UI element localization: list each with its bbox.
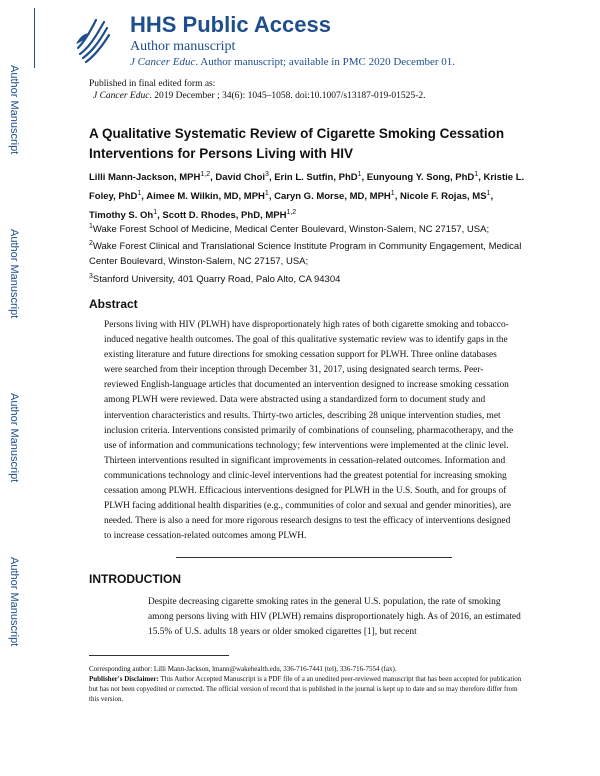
author: Scott D. Rhodes, PhD, MPH$^{1,2}$ (162, 209, 297, 222)
affiliation-2: $^2$Wake Forest Clinical and Translational Science Institute Program in Community Engagement, Medical Center Boulevard, Winston-Salem, NC 27157, USA; (89, 240, 522, 268)
header-divider (34, 8, 35, 68)
pmc-citation (130, 56, 455, 68)
hhs-public-access-title: HHS Public Access (130, 12, 331, 37)
author-manuscript-subtitle: Author manuscript (130, 39, 236, 54)
author: Caryn G. Morse, MD, MPH$^1$ (274, 190, 395, 203)
published-journal: J Cancer Educ (93, 91, 150, 101)
affiliation-3: $^3$Stanford University, 401 Quarry Road, Palo Alto, CA 94304 (89, 273, 341, 286)
author: Timothy S. Oh$^1$ (89, 209, 158, 222)
side-label-author-manuscript-1: Author Manuscript (8, 65, 20, 155)
footnote-divider (89, 655, 229, 656)
abstract-text: Persons living with HIV (PLWH) have disproportionately high rates of both cigarette smoking and tobacco-induced negative health outcomes. The goal of this qualitative systematic review was to identify gaps in the existing literature and future directions for smoking cessation support for PLWH. Three online databases were searched from their inception through December 31, 2017, using designated search terms. Peer-reviewed English-language articles that documented an intervention designed to increase smoking cessation among PLWH were reviewed. Data were abstracted using a standardized form to document study and intervention characteristics and results. Thirty-two articles, describing 28 unique intervention studies, met inclusion criteria. Interventions consisted primarily of combinations of counseling, pharmacotherapy, and the use of information and communications technology; few interventions were implemented at the clinic level. Thirteen interventions resulted in significant improvements in cessation-related outcomes. Information and communications technology and clinic-level interventions had the greatest potential for increasing smoking cessation among PLWH. Efficacious interventions designed for PLWH in the U.S. South, and for groups of PLWH facing additional health disparities (e.g., communities of color and sexual and gender minorities), are needed. There is also a need for more rigorous research designs to test the efficacy of interventions designed to increase cessation-related outcomes among PLWH. (104, 320, 514, 542)
hhs-eagle-logo-icon (74, 14, 112, 66)
publisher-disclaimer (89, 674, 529, 704)
author: Eunyoung Y. Song, PhD$^1$ (366, 171, 479, 184)
published-citation (93, 91, 425, 101)
author: Kristie L. Foley, PhD$^1$ (89, 172, 525, 203)
published-details: . 2019 December ; 34(6): 1045–1058. doi:10.1007/s13187-019-01525-2. (149, 91, 426, 101)
introduction-text: Despite decreasing cigarette smoking rates in the general U.S. population, the rate of smoking among persons living with HIV (PLWH) remains disproportionately high. As of 2016, an estimated 15.5% of U.S. adults 18 years or older smoked cigarettes [1], but recent (148, 597, 521, 638)
published-label: Published in final edited form as: (89, 79, 216, 89)
author: Nicole F. Rojas, $MS^1$ (399, 190, 491, 203)
affiliation-1: $^1$Wake Forest School of Medicine, Medical Center Boulevard, Winston-Salem, NC 27157, USA; (89, 223, 490, 236)
author: Erin L. Sutfin, PhD$^1$ (274, 171, 362, 184)
author: Aimee M. Wilkin, MD, MPH$^1$ (146, 190, 269, 203)
introduction-heading: INTRODUCTION (89, 572, 181, 586)
abstract-heading: Abstract (89, 297, 138, 311)
side-label-author-manuscript-2: Author Manuscript (8, 229, 20, 319)
author: Lilli Mann-Jackson, MPH$^{1,2}$ (89, 171, 211, 184)
abstract-divider (176, 557, 452, 558)
article-title: A Qualitative Systematic Review of Cigarette Smoking Cessation Interventions for Persons Living with HIV (89, 126, 505, 161)
citation-journal: J Cancer Educ (130, 56, 196, 68)
citation-rest: . Author manuscript; available in PMC 2020 December 01. (195, 56, 456, 68)
side-label-author-manuscript-3: Author Manuscript (8, 393, 20, 483)
author-list: Lilli Mann-Jackson, MPH$^{1,2}$, David Choi$^3$, Erin L. Sutfin, PhD$^1$, Eunyoung Y. Song, PhD$^1$, Kristie L. Foley, PhD$^1$, Aimee M. Wilkin, MD, MPH$^1$, Caryn G. Morse, MD, MPH$^1$, Nicole F. Rojas, $MS^1$, Timothy S. Oh$^1$, Scott D. Rhodes, PhD, MPH$^{1,2}$ (89, 171, 525, 222)
disclaimer-label: Publisher's Disclaimer: (89, 675, 159, 683)
disclaimer-text: This Author Accepted Manuscript is a PDF file of a an unedited peer-reviewed manuscript that has been accepted for publication but has not been copyedited or corrected. The official version of record that is published in the journal is kept up to date and so may therefore differ from this version. (89, 675, 522, 703)
author: David Choi$^3$ (215, 171, 269, 184)
footnotes (89, 664, 529, 704)
side-label-author-manuscript-4: Author Manuscript (8, 557, 20, 647)
corresponding-author-note: Corresponding author: Lilli Mann-Jackson, lmann@wakehealth.edu, 336-716-7441 (tel), 336-716-7554 (fax). (89, 665, 397, 673)
